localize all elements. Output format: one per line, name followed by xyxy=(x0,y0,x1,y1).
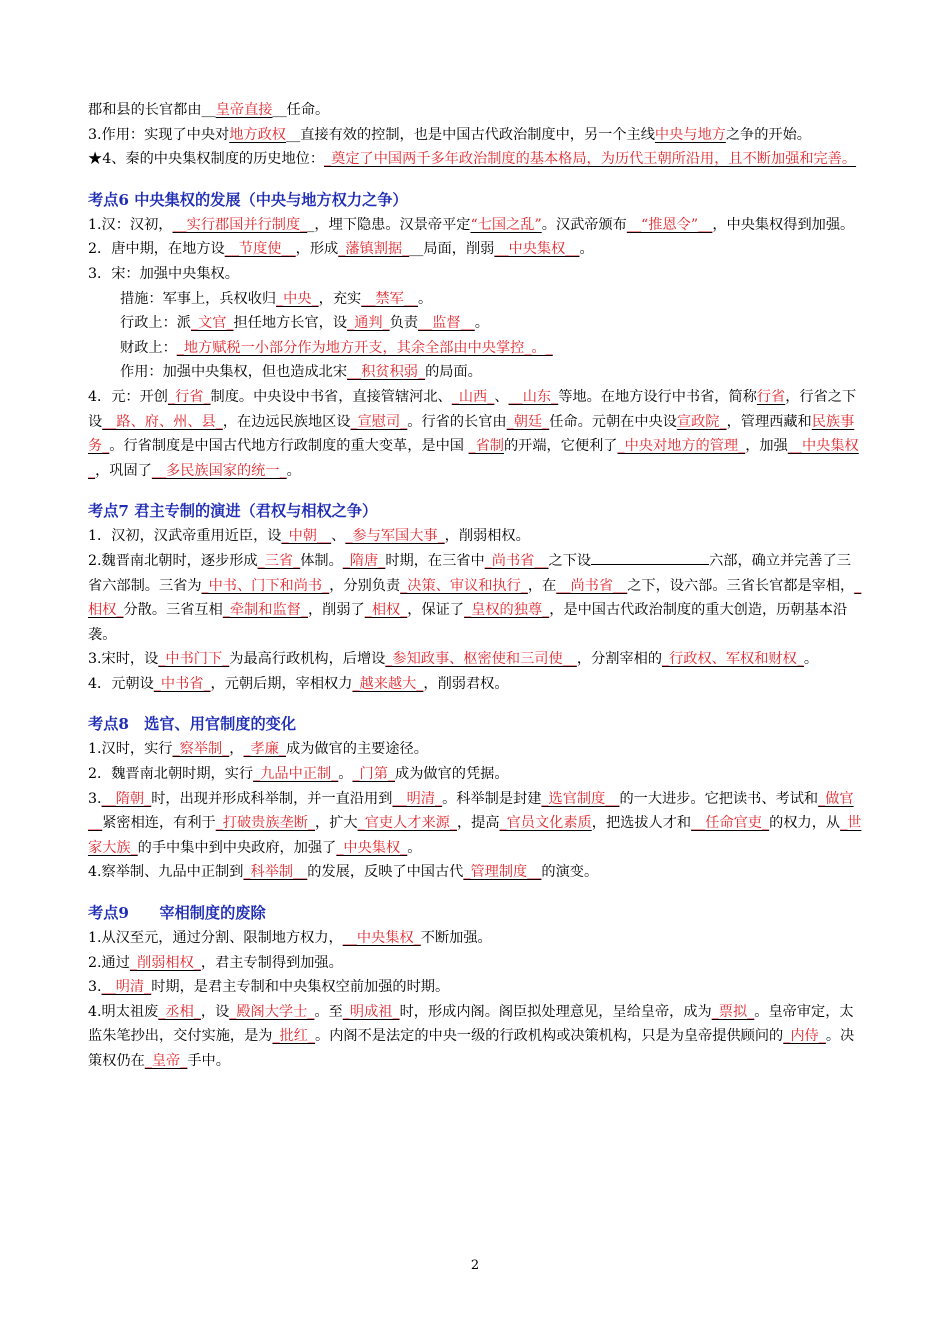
text-segment: 、 xyxy=(331,528,346,545)
answer-blank: _察举制_ xyxy=(172,741,230,758)
section-heading-7 xyxy=(88,499,863,524)
text-segment: 的权力，从 xyxy=(769,815,841,832)
text-segment: 。 xyxy=(579,241,594,258)
text-segment: 1．汉初，汉武帝重用近臣，设 xyxy=(88,528,282,545)
text-line xyxy=(88,336,863,361)
answer-blank: 宣政院_ xyxy=(676,413,727,430)
text-segment: 3. xyxy=(88,790,102,807)
text-segment: 。汉武帝颁布 xyxy=(541,216,627,233)
answer-blank: _地方赋税一小部分作为地方开支，其余全部由中央掌控_。_ xyxy=(176,339,553,356)
text-segment: 4.明太祖废 xyxy=(88,1003,159,1020)
text-segment: 作用：加强中央集权，但也造成北宋 xyxy=(120,364,348,381)
text-line xyxy=(88,549,863,647)
answer-blank: _明成祖_ xyxy=(342,1003,400,1020)
text-segment: ，在边远民族地区设 xyxy=(222,413,351,430)
answer-blank: _相权_ xyxy=(88,577,862,619)
text-line xyxy=(88,237,863,262)
text-segment: ，扩大 xyxy=(315,815,358,832)
answer-blank: __中央集权__ xyxy=(494,241,580,258)
text-segment: 4.察举制、九品中正制到 xyxy=(88,864,244,881)
text-segment: 的开端，它便利了 xyxy=(503,438,618,455)
text-segment: 成为做官的凭据。 xyxy=(395,766,509,783)
text-segment: 的发展，反映了中国古代 xyxy=(307,864,464,881)
text-segment: ，巩固了 xyxy=(95,462,152,479)
text-segment: ，元朝后期，宰相权力 xyxy=(210,675,353,692)
empty-blank xyxy=(591,550,709,565)
text-segment: 2.魏晋南北朝时，逐步形成 xyxy=(88,552,258,569)
text-segment: 。 xyxy=(474,315,489,332)
text-segment: 2．唐中期，在地方设 xyxy=(88,241,225,258)
text-segment: 1.从汉至元，通过分割、限制地方权力， xyxy=(88,930,343,947)
text-segment: 的演变。 xyxy=(541,864,599,881)
text-segment: 体制。 xyxy=(300,552,343,569)
answer-blank: __中央集权_ xyxy=(342,930,421,947)
text-segment: 4．元朝设 xyxy=(88,675,154,692)
answer-blank: _世家大族_ xyxy=(88,815,862,856)
text-segment: 财政上： xyxy=(120,339,177,356)
text-line xyxy=(88,213,863,238)
answer-blank: _山西_ xyxy=(451,388,495,405)
text-segment: 之下设 xyxy=(548,552,592,569)
text-line xyxy=(88,524,863,549)
section-heading-9 xyxy=(88,901,863,926)
text-segment: 时，形成内阁。阁臣拟处理意见，呈给皇帝，成为 xyxy=(399,1003,712,1020)
text-line xyxy=(88,360,863,385)
text-segment: 。 xyxy=(286,462,301,479)
answer-blank: _官吏人才来源_ xyxy=(357,815,457,832)
text-segment: 3.宋时，设 xyxy=(88,651,159,668)
answer-blank: __明清_ xyxy=(392,790,443,807)
answer-blank: 中央与地方 xyxy=(654,126,726,143)
text-segment: ，削弱君权。 xyxy=(423,675,509,692)
answer-blank: _行政权、军权和财权_ xyxy=(662,651,804,668)
text-segment: 。行省制度是中国古代地方行政制度的重大变革，是中国 xyxy=(109,438,469,455)
answer-blank: _孝廉_ xyxy=(243,741,287,758)
text-segment: 的手中集中到中央政府，加强了 xyxy=(137,839,337,856)
answer-blank: _做官__ xyxy=(88,790,854,832)
text-segment: 1.汉时，实行 xyxy=(88,741,173,758)
text-segment: _，埋下隐患。汉景帝平定 xyxy=(307,216,471,233)
text-segment: ，分别负责 xyxy=(329,577,401,594)
text-segment: ，削弱了 xyxy=(307,602,365,619)
answer-blank: “七国之乱” xyxy=(470,216,542,233)
answer-blank: _中朝__ xyxy=(281,528,332,545)
text-segment: ，保证了 xyxy=(407,602,465,619)
answer-blank: __明清_ xyxy=(101,979,152,996)
text-segment: 。 xyxy=(407,839,422,856)
text-segment: 考点9 宰相制度的废除 xyxy=(88,904,266,923)
answer-blank: __节度使__ xyxy=(224,241,296,258)
page-number: 2 xyxy=(470,1258,480,1273)
answer-blank: _通判_ xyxy=(347,315,390,332)
answer-blank: _隋唐_ xyxy=(342,552,386,569)
text-segment: 。 xyxy=(803,651,819,668)
answer-blank: __多民族国家的统一_ xyxy=(151,462,287,479)
text-segment: 3. xyxy=(88,979,102,996)
answer-blank: _相权_ xyxy=(364,602,408,619)
section-heading-6 xyxy=(88,188,863,213)
text-segment: 分散。三省互相 xyxy=(123,602,223,619)
text-segment: 时期，是君主专制和中央集权空前加强的时期。 xyxy=(151,979,450,996)
text-segment: 时，出现并形成科举制，并一直沿用到 xyxy=(151,790,393,807)
answer-blank: _宣慰司_ xyxy=(350,413,408,430)
text-line xyxy=(88,762,863,787)
answer-blank: _选官制度__ xyxy=(541,790,620,807)
text-segment: 六部，确立并完善了三省六部制。三省为 xyxy=(88,552,851,594)
text-segment: 时期，在三省中 xyxy=(385,552,485,569)
text-segment: ，形成 xyxy=(295,241,339,258)
answer-blank: __“推恩令”__ xyxy=(626,216,713,233)
answer-blank: __中央集权_ xyxy=(88,438,859,479)
answer-blank: _行省_ xyxy=(167,388,211,405)
text-segment: 1.汉：汉初， xyxy=(88,216,173,233)
text-line xyxy=(88,975,863,1000)
answer-blank: _三省_ xyxy=(257,552,301,569)
answer-blank: 民族事务_ xyxy=(88,413,855,455)
answer-blank: __禁军__ xyxy=(361,290,418,307)
answer-blank: _中央集权_ xyxy=(336,839,408,856)
text-segment: 任命。元朝在中央设 xyxy=(549,413,677,430)
text-segment: ，管理西藏和 xyxy=(726,413,812,430)
text-line xyxy=(88,787,863,861)
text-segment: 行政上：派 xyxy=(120,315,191,332)
answer-blank: __路、府、州、县_ xyxy=(102,413,223,430)
text-segment: 3．宋：加强中央集权。 xyxy=(88,265,239,282)
text-segment: 。决策权仍在 xyxy=(88,1028,855,1069)
text-segment: 考点8 选官、用官制度的变化 xyxy=(88,715,297,734)
answer-blank: _打破贵族垄断_ xyxy=(215,815,316,832)
text-segment: 。 xyxy=(338,766,353,783)
text-segment: ，分割宰相的 xyxy=(576,651,663,668)
text-segment: 考点6 中央集权的发展（中央与地方权力之争） xyxy=(88,190,408,209)
answer-blank: _尚书省__ xyxy=(484,552,549,569)
answer-blank: _票拟_ xyxy=(711,1003,755,1020)
answer-blank: _管理制度__ xyxy=(463,864,542,881)
answer-blank: _殿阁大学士_ xyxy=(229,1003,315,1020)
text-segment: ，是中国古代政治制度的重大创造，历朝基本沿袭。 xyxy=(88,602,848,643)
answer-blank: __山东_ xyxy=(508,388,559,405)
text-segment: 担任地方长官，设 xyxy=(233,315,348,332)
text-segment: 3.作用：实现了中央对 xyxy=(88,126,230,143)
text-segment: __任命。 xyxy=(272,102,330,118)
text-line xyxy=(88,951,863,976)
text-segment: 。科举制是封建 xyxy=(442,790,542,807)
text-line xyxy=(88,287,863,312)
text-segment: 等地。在地方设行中书省，简称 xyxy=(558,388,757,405)
text-segment: 手中。 xyxy=(187,1053,230,1069)
text-line xyxy=(88,926,863,951)
answer-blank: _参与军国大事_ xyxy=(345,528,445,545)
text-segment: 考点7 君主专制的演进（君权与相权之争） xyxy=(88,502,378,521)
answer-blank: __积贫积弱_ xyxy=(347,364,426,381)
answer-blank: 行省 xyxy=(756,388,786,405)
answer-blank: __监督__ xyxy=(418,315,475,332)
text-segment: 2.通过 xyxy=(88,954,130,971)
text-segment: 4．元：开创 xyxy=(88,388,168,405)
text-segment: 为最高行政机构，后增设 xyxy=(229,651,386,668)
answer-blank: _门第_ xyxy=(352,766,396,783)
text-segment: ★4、秦的中央集权制度的历史地位： xyxy=(88,151,325,168)
text-segment: ，加强 xyxy=(745,438,788,455)
text-segment: ，行省之下设 xyxy=(88,388,857,430)
text-segment: ，设 xyxy=(200,1003,230,1020)
text-line xyxy=(88,737,863,762)
answer-blank: _牵制和监督_ xyxy=(222,602,308,619)
answer-blank: _中央_ xyxy=(276,290,319,307)
text-line xyxy=(88,860,863,885)
text-segment: 。内阁不是法定的中央一级的行政机构或决策机构，只是为皇帝提供顾问的 xyxy=(315,1028,784,1045)
answer-blank: _削弱相权_ xyxy=(129,954,201,971)
text-segment: ，充实 xyxy=(318,290,362,307)
text-line xyxy=(88,311,863,336)
text-segment: 制度。中央设中书省，直接管辖河北、 xyxy=(210,388,452,405)
text-line xyxy=(88,1000,863,1074)
answer-blank: _九品中正制_ xyxy=(253,766,339,783)
text-segment: __直接有效的控制，也是中国古代政治制度中，另一个主线 xyxy=(286,126,655,143)
answer-blank: _决策、审议和执行_ xyxy=(400,577,528,594)
answer-blank: __尚书省__ xyxy=(556,577,628,594)
text-line xyxy=(88,98,863,123)
text-segment: 的一大进步。它把读书、考试和 xyxy=(619,790,819,807)
text-segment: 。行省的长官由 xyxy=(407,413,507,430)
answer-blank: _省制 xyxy=(468,438,504,455)
text-segment: 之争的开始。 xyxy=(725,126,811,143)
answer-blank: _奠定了中国两千多年政治制度的基本格局，为历代王朝所沿用，且不断加强和完善。 xyxy=(324,151,857,168)
answer-blank: 皇帝直接 xyxy=(215,102,273,118)
text-line xyxy=(88,647,863,672)
text-segment: ， xyxy=(229,741,244,758)
text-segment: ，中央集权得到加强。 xyxy=(712,216,855,233)
answer-blank: _皇帝_ xyxy=(144,1053,188,1069)
text-line xyxy=(88,123,863,148)
answer-blank: _中书门下_ xyxy=(158,651,230,668)
answer-blank: _中书省_ xyxy=(153,675,211,692)
text-segment: 紧密相连，有利于 xyxy=(102,815,216,832)
text-segment: 成为做官的主要途径。 xyxy=(286,741,428,758)
answer-blank: _文官_ xyxy=(190,315,234,332)
text-segment: 。皇帝审定，太监朱笔抄出，交付实施，是为 xyxy=(88,1003,854,1045)
answer-blank: _朝廷_ xyxy=(506,413,550,430)
text-line xyxy=(88,672,863,697)
answer-blank: __隋朝_ xyxy=(101,790,152,807)
text-segment: ，提高 xyxy=(456,815,500,832)
text-line xyxy=(88,262,863,287)
text-line xyxy=(88,147,863,172)
text-segment: ，君主专制得到加强。 xyxy=(200,954,343,971)
text-segment: 。至 xyxy=(314,1003,343,1020)
text-segment: 负责 xyxy=(389,315,419,332)
answer-blank: __实行郡国并行制度_ xyxy=(172,216,308,233)
answer-blank: _中书、门下和尚书_ xyxy=(201,577,330,594)
text-segment: 不断加强。 xyxy=(420,930,492,947)
answer-blank: _皇权的独尊_ xyxy=(464,602,550,619)
text-segment: 2．魏晋南北朝时期，实行 xyxy=(88,766,254,783)
text-line xyxy=(88,385,863,483)
text-segment: 。 xyxy=(418,290,433,307)
answer-blank: 地方政权 xyxy=(229,126,286,143)
text-segment: 、 xyxy=(494,388,509,405)
answer-blank: _内侍_ xyxy=(783,1028,826,1045)
text-segment: ，在 xyxy=(527,577,557,594)
text-segment: 郡和县的长官都由__ xyxy=(88,102,216,118)
answer-blank: _参知政事、枢密使和三司使__ xyxy=(385,651,577,668)
section-heading-8 xyxy=(88,712,863,737)
text-segment: __局面，削弱 xyxy=(409,241,495,258)
text-segment: 的局面。 xyxy=(425,364,482,381)
answer-blank: _科举制__ xyxy=(243,864,308,881)
text-segment: 之下，设六部。三省长官都是宰相， xyxy=(627,577,855,594)
answer-blank: _批红_ xyxy=(272,1028,316,1045)
answer-blank: _丞相_ xyxy=(158,1003,201,1020)
answer-blank: _越来越大_ xyxy=(352,675,424,692)
text-segment: 措施：军事上，兵权收归 xyxy=(120,290,277,307)
text-segment: ，削弱相权。 xyxy=(444,528,530,545)
text-segment: ，把选拔人才和 xyxy=(591,815,692,832)
answer-blank: _官员文化素质 xyxy=(499,815,592,832)
document-body xyxy=(88,98,863,1074)
answer-blank: _藩镇割据_ xyxy=(338,241,410,258)
answer-blank: __任命官吏_ xyxy=(691,815,770,832)
answer-blank: _中央对地方的管理_ xyxy=(617,438,746,455)
